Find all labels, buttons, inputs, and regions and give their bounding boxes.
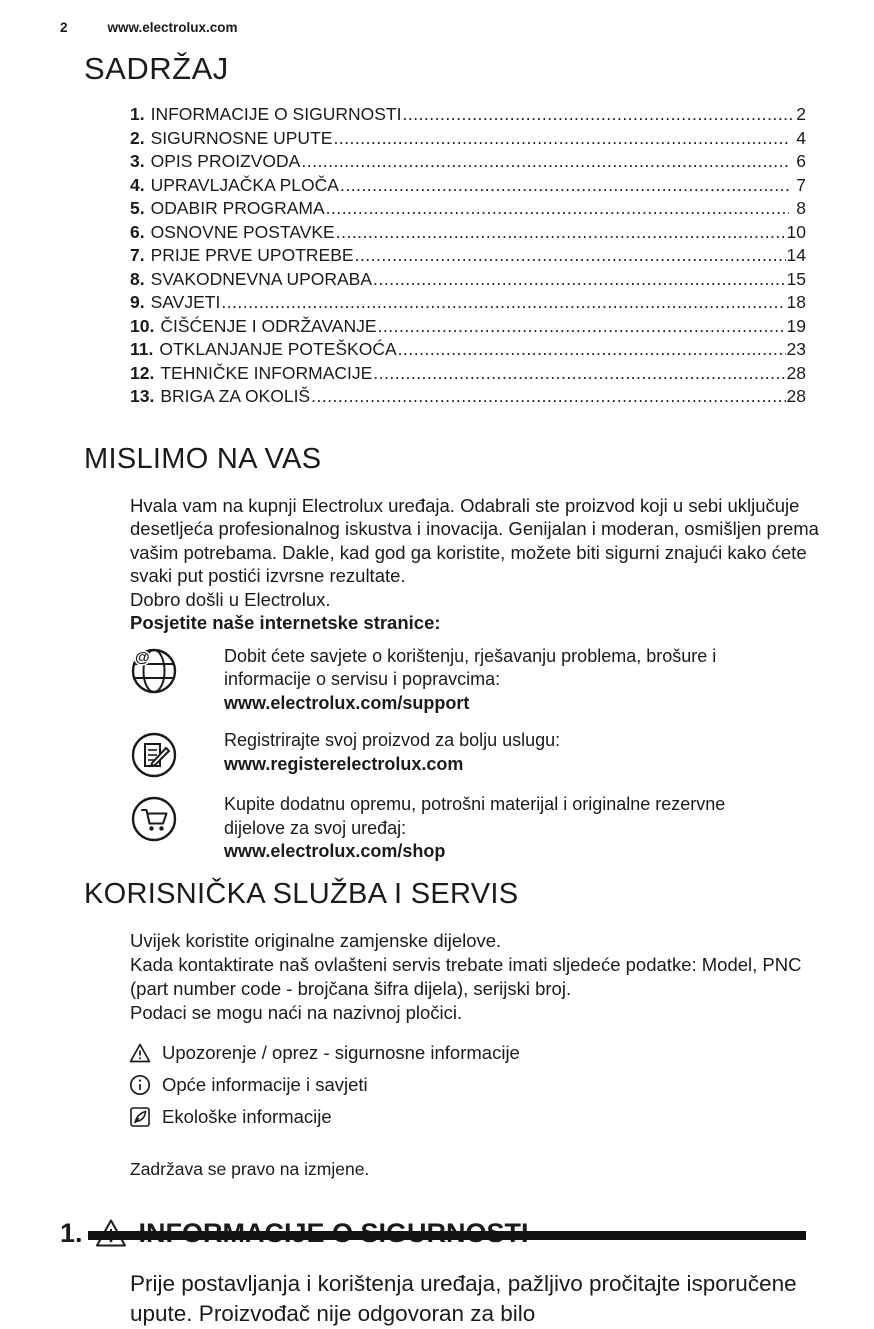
toc-entry-number: 13. — [130, 386, 155, 406]
website-links-list — [130, 645, 812, 864]
toc-entry-label: TEHNIČKE INFORMACIJE — [160, 362, 373, 383]
toc-entry[interactable] — [130, 197, 806, 221]
visit-websites-label: Posjetite naše internetske stranice: — [130, 612, 441, 633]
toc-entry-label: ČIŠĆENJE I ODRŽAVANJE — [160, 315, 377, 336]
intro-text-block — [130, 494, 822, 635]
toc-entry[interactable] — [130, 103, 806, 127]
toc-leader-dots — [221, 291, 785, 315]
link-text-register — [224, 729, 784, 779]
toc-entry[interactable] — [130, 221, 806, 245]
toc-entry-label: INFORMACIJE O SIGURNOSTI — [150, 104, 402, 124]
support-url-link[interactable]: www.electrolux.com/support — [224, 692, 470, 713]
svg-text:@: @ — [135, 648, 150, 666]
service-line: Kada kontaktirate naš ovlašteni servis trebate imati sljedeće podatke: Model, PNC (part number code - brojčana šifra dijela), serijski broj. — [130, 953, 802, 999]
toc-leader-dots — [333, 127, 789, 151]
toc-entry[interactable] — [130, 385, 806, 409]
warning-triangle-icon — [128, 1041, 152, 1065]
legend-text: Ekološke informacije — [162, 1105, 332, 1127]
toc-leader-dots — [378, 315, 786, 339]
toc-leader-dots — [355, 244, 786, 268]
symbol-legend — [128, 1041, 812, 1129]
intro-paragraph: Hvala vam na kupnji Electrolux uređaja. Odabrali ste proizvod koji u sebi uključuje desetljeća profesionalnog iskustva i inovacija. Genijalan i moderan, osmišljen prema vašim potrebama. Dakle, kad god ga koristite, možete biti sigurni znajući kako ćete svaki put postići izvrsne rezultate. — [130, 494, 819, 586]
toc-leader-dots — [340, 174, 790, 198]
toc-entry-page: 15 — [786, 268, 806, 289]
service-line: Uvijek koristite originalne zamjenske dijelove. — [130, 929, 502, 951]
toc-entry-number: 8. — [130, 268, 145, 289]
toc-entry-page: 10 — [786, 221, 806, 242]
toc-leader-dots — [326, 197, 790, 221]
legend-text: Upozorenje / oprez - sigurnosne informacije — [162, 1041, 520, 1063]
toc-entry-label: UPRAVLJAČKA PLOČA — [150, 174, 339, 195]
toc-entry[interactable] — [130, 150, 806, 174]
section-1-paragraph: Prije postavljanja i korištenja uređaja, pažljivo pročitajte isporučene upute. Proizvođač nije odgovoran za bilo — [130, 1270, 797, 1326]
link-description: Dobit ćete savjete o korištenju, rješavanju problema, brošure i informacije o servisu i popravcima: — [224, 645, 717, 689]
toc-entry[interactable] — [130, 362, 806, 386]
link-row-support — [130, 645, 812, 716]
info-circle-icon — [128, 1073, 152, 1097]
toc-entry-page: 2 — [796, 104, 806, 124]
toc-entry-page: 28 — [786, 362, 806, 383]
service-info-block — [130, 929, 830, 1025]
toc-entry[interactable] — [130, 174, 806, 198]
legend-row-info — [128, 1073, 812, 1097]
rights-reserved-note: Zadržava se pravo na izmjene. — [130, 1158, 370, 1179]
toc-entry-number: 7. — [130, 245, 145, 265]
link-text-shop — [224, 793, 784, 864]
link-row-register — [130, 729, 812, 779]
toc-entry-number: 4. — [130, 174, 145, 195]
section-title-we-think-of-you: MISLIMO NA VAS — [84, 442, 322, 475]
toc-entry-page: 18 — [786, 292, 806, 312]
toc-entry-page: 28 — [786, 386, 806, 406]
toc-leader-dots — [336, 221, 786, 245]
welcome-line: Dobro došli u Electrolux. — [130, 588, 331, 610]
toc-entry-label: SAVJETI — [150, 292, 221, 312]
toc-entry-label: ODABIR PROGRAMA — [150, 198, 325, 218]
section-1-body — [130, 1269, 830, 1329]
toc-entry-label: OSNOVNE POSTAVKE — [150, 221, 335, 242]
toc-entry-number: 11. — [130, 339, 154, 359]
toc-entry-number: 12. — [130, 362, 155, 383]
toc-leader-dots — [373, 268, 786, 292]
page-edge-bar — [88, 1231, 806, 1240]
legend-row-warning — [128, 1041, 812, 1065]
toc-leader-dots — [301, 150, 788, 174]
toc-entry-page: 23 — [786, 339, 806, 359]
toc-entry-label: OPIS PROIZVODA — [150, 151, 301, 171]
toc-entry-page: 8 — [796, 198, 806, 218]
toc-entry-label: OTKLANJANJE POTEŠKOĆA — [159, 339, 397, 359]
table-of-contents — [130, 103, 806, 409]
toc-entry-label: SIGURNOSNE UPUTE — [150, 127, 333, 148]
toc-entry[interactable] — [130, 338, 806, 362]
toc-leader-dots — [402, 103, 791, 127]
toc-entry[interactable] — [130, 244, 806, 268]
toc-entry[interactable] — [130, 127, 806, 151]
legend-text: Opće informacije i savjeti — [162, 1073, 368, 1095]
section-1-number: 1. — [60, 1217, 83, 1248]
toc-entry[interactable] — [130, 315, 806, 339]
page-number: 2 — [60, 20, 68, 35]
toc-entry-number: 10. — [130, 315, 155, 336]
toc-entry-label: BRIGA ZA OKOLIŠ — [160, 386, 311, 406]
page-header — [60, 20, 812, 35]
toc-leader-dots — [373, 362, 785, 386]
shop-url-link[interactable]: www.electrolux.com/shop — [224, 841, 446, 861]
toc-entry-number: 6. — [130, 221, 145, 242]
link-text-support — [224, 645, 784, 716]
toc-entry[interactable] — [130, 268, 806, 292]
legend-row-eco — [128, 1105, 812, 1129]
toc-title: SADRŽAJ — [84, 51, 229, 86]
toc-entry-page: 7 — [796, 174, 806, 195]
toc-entry-label: PRIJE PRVE UPOTREBE — [150, 245, 354, 265]
toc-entry-page: 14 — [786, 245, 806, 265]
eco-leaf-icon — [128, 1105, 152, 1129]
toc-entry-page: 4 — [796, 127, 806, 148]
toc-entry-number: 9. — [130, 292, 145, 312]
toc-entry[interactable] — [130, 291, 806, 315]
toc-leader-dots — [398, 338, 786, 362]
toc-entry-number: 2. — [130, 127, 145, 148]
shopping-cart-icon — [130, 795, 178, 843]
globe-at-icon — [130, 647, 178, 695]
toc-entry-page: 19 — [786, 315, 806, 336]
link-description: Kupite dodatnu opremu, potrošni materijal i originalne rezervne dijelove za svoj uređaj: — [224, 794, 726, 838]
service-line: Podaci se mogu naći na nazivnoj pločici. — [130, 1001, 463, 1023]
toc-entry-label: SVAKODNEVNA UPORABA — [150, 268, 373, 289]
register-document-icon — [130, 731, 178, 779]
section-title-customer-care: KORISNIČKA SLUŽBA I SERVIS — [84, 877, 519, 910]
site-url: www.electrolux.com — [107, 20, 238, 35]
link-row-shop — [130, 793, 812, 864]
link-description: Registrirajte svoj proizvod za bolju uslugu: — [224, 730, 561, 750]
toc-entry-number: 3. — [130, 151, 145, 171]
toc-entry-page: 6 — [796, 151, 806, 171]
register-url-link[interactable]: www.registerelectrolux.com — [224, 753, 464, 774]
toc-entry-number: 5. — [130, 198, 145, 218]
toc-leader-dots — [311, 385, 785, 409]
toc-entry-number: 1. — [130, 104, 145, 124]
